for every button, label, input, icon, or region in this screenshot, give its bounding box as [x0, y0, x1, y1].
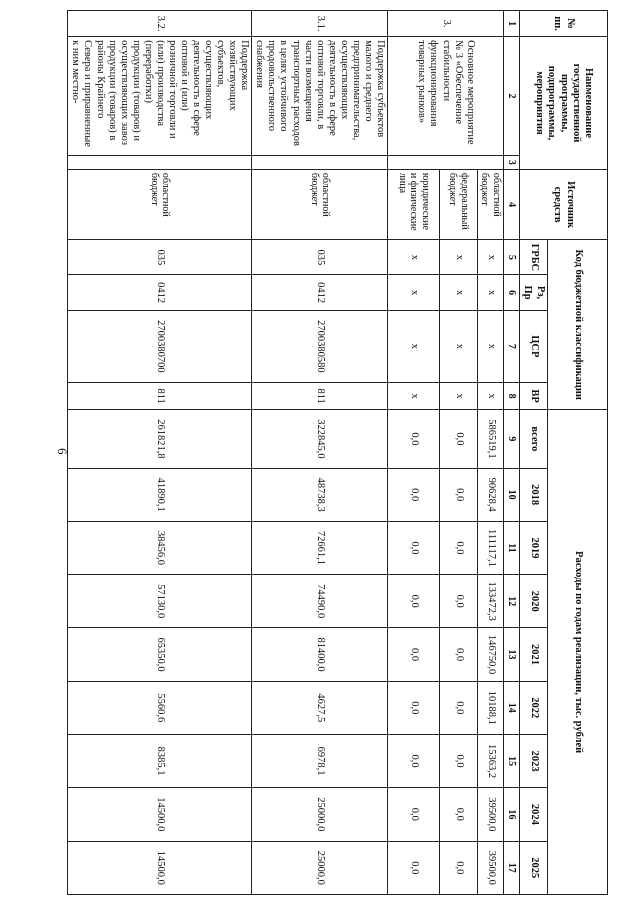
header-year: 2024 [520, 788, 548, 841]
value-cell: 0,0 [440, 841, 478, 895]
value-cell: 146750,0 [478, 628, 504, 681]
row-number: 3.2. [68, 11, 252, 37]
row-name: Поддержка хозяйствующих субъектов, осуществляющих деятельность в сфере оптовой и (или) розничной торговли и (или) производства (переработки) продукции (товаров) и осуществляющих завоз продукции (товаров) в районы Крайнего Севера и приравненные к ним местно- [68, 37, 252, 156]
header-year: 2021 [520, 628, 548, 681]
value-cell: 133472,3 [478, 575, 504, 628]
source-cell: федеральный бюджет [440, 169, 478, 239]
column-number: 17 [504, 841, 520, 895]
value-cell: 0,0 [440, 788, 478, 841]
value-cell: 0,0 [440, 521, 478, 574]
header-expenses: Расходы по годам реализации, тыс. рублей [548, 410, 608, 895]
row-number: 3. [388, 11, 504, 37]
column-number: 14 [504, 681, 520, 734]
value-cell: 111117,1 [478, 521, 504, 574]
source-cell: областной бюджет [478, 169, 504, 239]
grbs-cell: 035 [252, 240, 388, 275]
column-number: 15 [504, 734, 520, 787]
value-cell: 65350,0 [68, 628, 252, 681]
grbs-cell: x [440, 240, 478, 275]
rzpr-cell: x [440, 275, 478, 310]
value-cell: 0,0 [440, 734, 478, 787]
value-cell: 6978,1 [252, 734, 388, 787]
vr-cell: x [440, 383, 478, 410]
row-name: Основное мероприятие № 3 «Обеспечение стабильности функционирования товарных рынков» [388, 37, 504, 156]
column-number: 16 [504, 788, 520, 841]
value-cell: 74490,0 [252, 575, 388, 628]
value-cell: 0,0 [388, 628, 440, 681]
csr-cell: 2700380700 [68, 310, 252, 382]
value-cell: 0,0 [440, 628, 478, 681]
header-year: 2018 [520, 468, 548, 521]
column-number: 12 [504, 575, 520, 628]
value-cell: 14500,0 [68, 788, 252, 841]
column-number: 2 [504, 37, 520, 156]
value-cell: 261821,8 [68, 410, 252, 468]
rzpr-cell: x [478, 275, 504, 310]
value-cell: 15363,2 [478, 734, 504, 787]
page-number: 6 [55, 448, 70, 455]
value-cell: 81400,0 [252, 628, 388, 681]
header-source: Источник средств [520, 169, 608, 239]
value-cell: 5560,6 [68, 681, 252, 734]
value-cell: 0,0 [388, 788, 440, 841]
value-cell: 0,0 [440, 575, 478, 628]
value-cell: 586519,1 [478, 410, 504, 468]
value-cell: 0,0 [388, 841, 440, 895]
value-cell: 14500,0 [68, 841, 252, 895]
value-cell: 4627,5 [252, 681, 388, 734]
grbs-cell: 035 [68, 240, 252, 275]
value-cell: 0,0 [388, 734, 440, 787]
header-year: 2023 [520, 734, 548, 787]
rzpr-cell: 0412 [252, 275, 388, 310]
column-number: 13 [504, 628, 520, 681]
row-col3 [68, 155, 252, 169]
csr-cell: x [388, 310, 440, 382]
rotated-page [70, 10, 608, 895]
column-number: 7 [504, 310, 520, 382]
row-number: 3.1. [252, 11, 388, 37]
column-number: 4 [504, 169, 520, 239]
column-number: 6 [504, 275, 520, 310]
column-number: 5 [504, 240, 520, 275]
value-cell: 48738,3 [252, 468, 388, 521]
header-year: 2022 [520, 681, 548, 734]
header-year: 2025 [520, 841, 548, 895]
vr-cell: 811 [68, 383, 252, 410]
column-number: 1 [504, 11, 520, 37]
header-year: 2019 [520, 521, 548, 574]
header-total: всего [520, 410, 548, 468]
csr-cell: 2700380580 [252, 310, 388, 382]
value-cell: 25000,0 [252, 788, 388, 841]
value-cell: 39500,0 [478, 788, 504, 841]
value-cell: 0,0 [388, 410, 440, 468]
source-cell: областной бюджет [252, 169, 388, 239]
header-csr: ЦСР [520, 310, 548, 382]
header-budget-code: Код бюджетной классификации [548, 240, 608, 410]
csr-cell: x [440, 310, 478, 382]
value-cell: 0,0 [440, 468, 478, 521]
rzpr-cell: x [388, 275, 440, 310]
header-grbs: ГРБС [520, 240, 548, 275]
header-name: Наименование государственной программы, подпрограммы, мероприятия [520, 37, 608, 170]
value-cell: 0,0 [388, 521, 440, 574]
value-cell: 0,0 [440, 410, 478, 468]
column-number: 8 [504, 383, 520, 410]
vr-cell: 811 [252, 383, 388, 410]
value-cell: 38456,0 [68, 521, 252, 574]
row-name: Поддержка субъектов малого и среднего предпринимательства, осуществляющих деятельность в сфере оптовой торговли, в части возмещения транспортных расходов в целях устойчивого продовольственного снабжения [252, 37, 388, 156]
value-cell: 39500,0 [478, 841, 504, 895]
vr-cell: x [388, 383, 440, 410]
rzpr-cell: 0412 [68, 275, 252, 310]
value-cell: 0,0 [440, 681, 478, 734]
value-cell: 90628,4 [478, 468, 504, 521]
grbs-cell: x [388, 240, 440, 275]
row-col3 [252, 155, 388, 169]
value-cell: 0,0 [388, 468, 440, 521]
column-number: 3 [504, 155, 520, 169]
value-cell: 8385,1 [68, 734, 252, 787]
header-vr: ВР [520, 383, 548, 410]
column-number: 9 [504, 410, 520, 468]
header-rzpr: Рз, Пр [520, 275, 548, 310]
value-cell: 322845,0 [252, 410, 388, 468]
row-col3 [388, 155, 504, 169]
value-cell: 72661,1 [252, 521, 388, 574]
budget-table [67, 10, 608, 895]
vr-cell: x [478, 383, 504, 410]
value-cell: 0,0 [388, 681, 440, 734]
value-cell: 10188,1 [478, 681, 504, 734]
header-year: 2020 [520, 575, 548, 628]
csr-cell: x [478, 310, 504, 382]
value-cell: 0,0 [388, 575, 440, 628]
column-number: 10 [504, 468, 520, 521]
value-cell: 25000,0 [252, 841, 388, 895]
value-cell: 41890,1 [68, 468, 252, 521]
column-number: 11 [504, 521, 520, 574]
value-cell: 57130,0 [68, 575, 252, 628]
grbs-cell: x [478, 240, 504, 275]
source-cell: областной бюджет [68, 169, 252, 239]
source-cell: юридические и физические лица [388, 169, 440, 239]
header-num: № пп. [520, 11, 608, 37]
